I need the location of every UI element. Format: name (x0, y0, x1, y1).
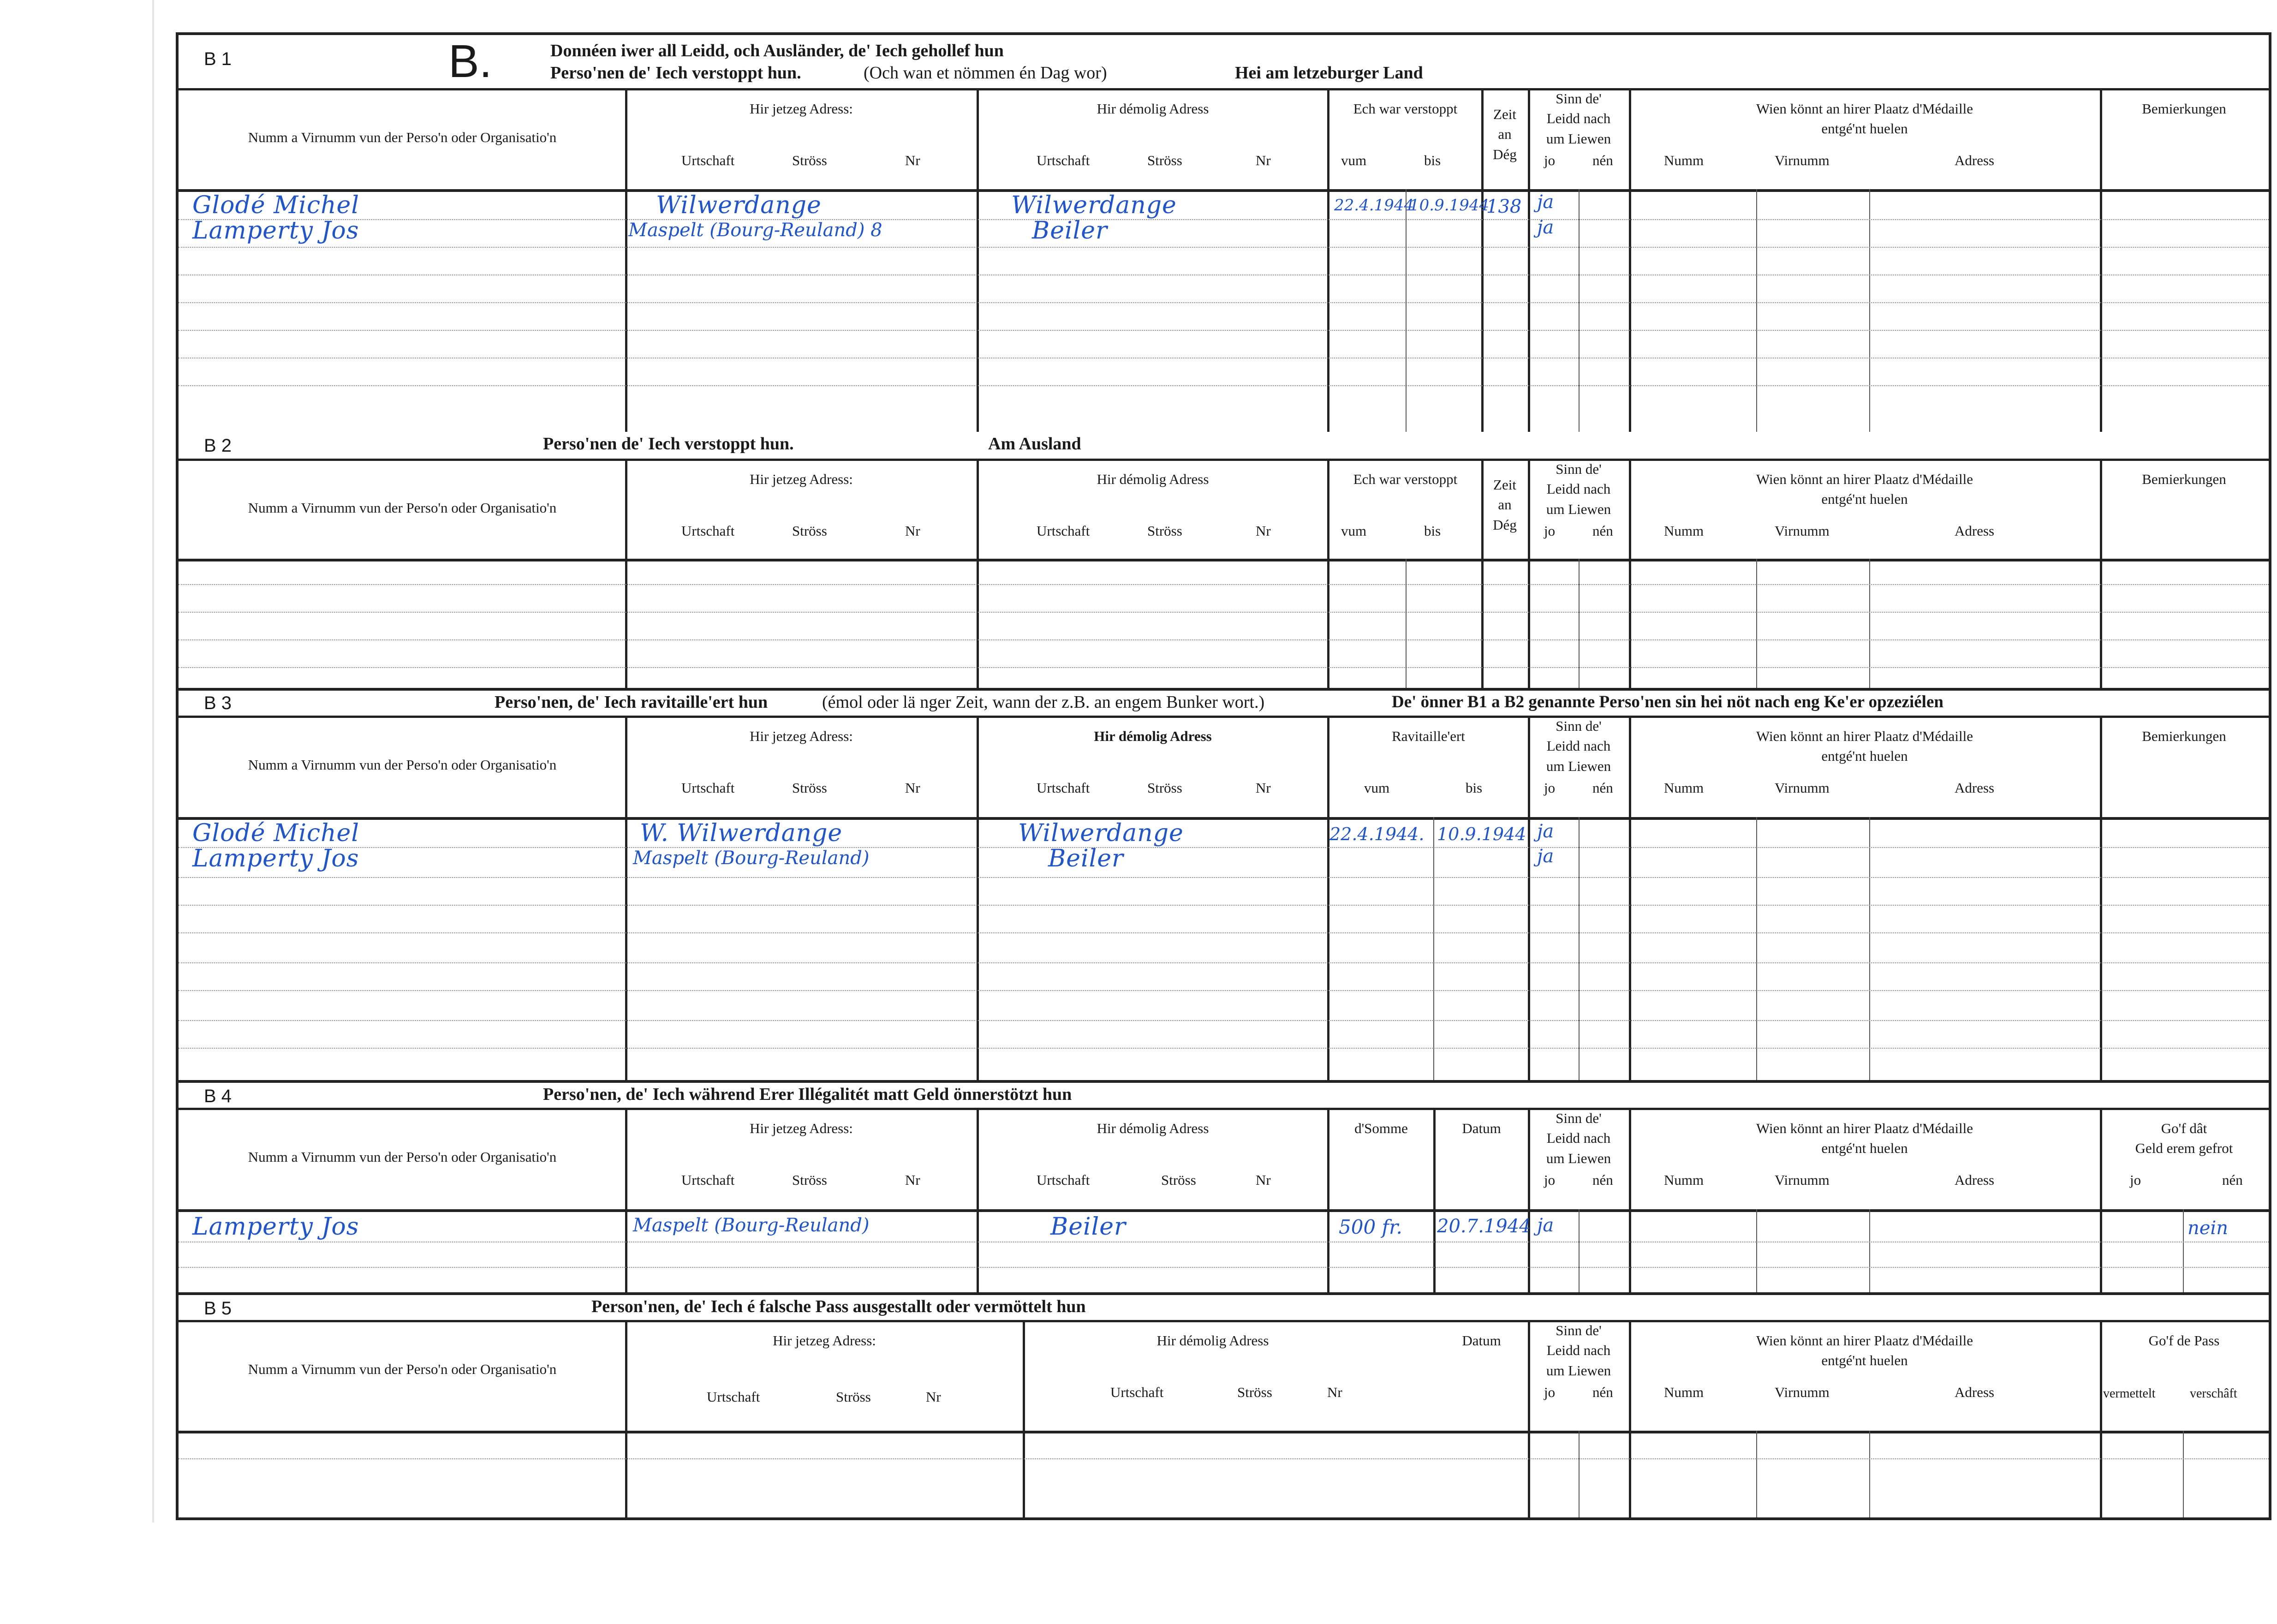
street-header: Ströss (1147, 152, 1182, 168)
medal-header: Wien könnt an hirer Plaatz d'Médaille entgé'nt huelen (1756, 1332, 1973, 1369)
nr-header: Nr (926, 1389, 941, 1405)
gift-header: Go'f dât Geld erem gefrot (2135, 1120, 2233, 1157)
date-header: Datum (1462, 1332, 1501, 1349)
medal-first-header: Virnumm (1775, 1172, 1830, 1188)
hidden-header: Ech war verstoppt (1353, 101, 1458, 117)
entry-to: 10.9.1944 (1409, 196, 1490, 215)
section-b2-header (179, 432, 2269, 461)
place-header: Urtschaft (1037, 1172, 1090, 1188)
days-header: Zeit an Dég (1493, 106, 1517, 162)
medal-header: Wien könnt an hirer Plaatz d'Médaille entgé'nt huelen (1756, 471, 1973, 508)
addr-now-header: Hir jetzeg Adress: (750, 471, 853, 487)
entry-name: Lamperty Jos (192, 217, 359, 245)
medal-header: Wien könnt an hirer Plaatz d'Médaille entgé'nt huelen (1756, 101, 1973, 137)
days-header: Zeit an Dég (1493, 477, 1517, 533)
addr-now-header: Hir jetzeg Adress: (750, 728, 853, 744)
entry-addr-now: W. Wilwerdange (640, 819, 843, 847)
section-b2 (179, 432, 2269, 690)
section-code: B 5 (204, 1298, 232, 1319)
section-b3-header (179, 690, 2269, 718)
entry-name: Lamperty Jos (192, 1213, 359, 1241)
name-col-header: Numm a Virnumm vun der Perso'n oder Organisatio'n (248, 757, 557, 773)
yes-header: jo (1544, 1172, 1556, 1188)
medal-addr-header: Adress (1955, 780, 1995, 796)
nr-header: Nr (1256, 523, 1271, 539)
to-header: bis (1466, 780, 1483, 796)
street-header: Ströss (1147, 780, 1182, 796)
no-header: nén (1592, 780, 1613, 796)
entry-date: 20.7.1944 (1437, 1216, 1531, 1237)
place-header: Urtschaft (681, 152, 735, 168)
entry-addr-then: Beiler (1048, 845, 1124, 872)
medal-addr-header: Adress (1955, 1384, 1995, 1400)
b1-entries (179, 189, 2269, 432)
street-header: Ströss (792, 523, 827, 539)
section-b1 (179, 35, 2269, 432)
section-note: (Och wan et nömmen én Dag wor) (864, 63, 1107, 83)
medal-name-header: Numm (1664, 523, 1704, 539)
addr-now-header: Hir jetzeg Adress: (750, 101, 853, 117)
medal-first-header: Virnumm (1775, 780, 1830, 796)
from-header: vum (1364, 780, 1390, 796)
street-header: Ströss (792, 780, 827, 796)
column-headers (179, 1322, 2269, 1433)
to-header: bis (1424, 523, 1441, 539)
no-header: nén (1592, 1172, 1613, 1188)
section-remark: De' önner B1 a B2 genannte Perso'nen sin hei nöt nach eng Ke'er opzeziélen (1392, 693, 1943, 711)
nr-header: Nr (1256, 1172, 1271, 1188)
nr-header: Nr (1256, 152, 1271, 168)
entry-addr-now: Maspelt (Bourg-Reuland) 8 (628, 220, 882, 241)
nr-header: Nr (905, 1172, 920, 1188)
entry-addr-then: Wilwerdange (1018, 819, 1184, 847)
street-header: Ströss (1147, 523, 1182, 539)
b5-entries (179, 1431, 2269, 1517)
entry-days: 138 (1486, 196, 1522, 217)
place-header: Urtschaft (1037, 523, 1090, 539)
place-header: Urtschaft (681, 780, 735, 796)
entry-name: Glodé Michel (192, 191, 359, 219)
no-header: nén (1592, 1384, 1613, 1400)
alive-header: Sinn de' Leidd nach um Liewen (1546, 718, 1611, 774)
yes-header: jo (1544, 152, 1556, 168)
street-header: Ströss (792, 152, 827, 168)
addr-then-header: Hir démolig Adress (1097, 101, 1209, 117)
name-col-header: Numm a Virnumm vun der Perso'n oder Organisatio'n (248, 500, 557, 516)
entry-addr-then: Beiler (1050, 1213, 1126, 1241)
section-subtitle: Perso'nen de' Iech verstoppt hun. (550, 63, 801, 83)
medal-first-header: Virnumm (1775, 1384, 1830, 1400)
entry-addr-now: Wilwerdange (656, 191, 822, 219)
entry-alive: ja (1537, 217, 1554, 238)
form-letter: B. (448, 36, 492, 87)
section-code: B 1 (204, 49, 232, 69)
medal-first-header: Virnumm (1775, 523, 1830, 539)
place-header: Urtschaft (681, 1172, 735, 1188)
section-location: Am Ausland (988, 434, 1081, 454)
pass-header: Go'f de Pass (2148, 1332, 2220, 1349)
medal-name-header: Numm (1664, 1172, 1704, 1188)
name-col-header: Numm a Virnumm vun der Perso'n oder Organisatio'n (248, 1361, 557, 1377)
addr-now-header: Hir jetzeg Adress: (773, 1332, 876, 1349)
entry-from: 22.4.1944. (1329, 824, 1425, 844)
remarks-header: Bemierkungen (2142, 101, 2226, 117)
b2-entries (179, 559, 2269, 690)
section-b1-header (179, 35, 2269, 90)
section-b4 (179, 1082, 2269, 1295)
addr-then-header: Hir démolig Adress (1097, 1120, 1209, 1136)
alive-header: Sinn de' Leidd nach um Liewen (1546, 461, 1611, 517)
addr-then-header: Hir démolig Adress (1156, 1332, 1269, 1349)
sum-header: d'Somme (1354, 1120, 1408, 1136)
section-title: Perso'nen, de' Iech während Erer Illégalitét matt Geld önnerstötzt hun (543, 1085, 1072, 1104)
street-header: Ströss (1161, 1172, 1196, 1188)
entry-name: Glodé Michel (192, 819, 359, 847)
pass-made-header: verschâft (2190, 1386, 2237, 1401)
name-col-header: Numm a Virnumm vun der Perso'n oder Organisatio'n (248, 1149, 557, 1165)
addr-then-header: Hir démolig Adress (1094, 728, 1212, 744)
nr-header: Nr (905, 152, 920, 168)
entry-alive: ja (1537, 821, 1554, 842)
entry-addr-then: Wilwerdange (1011, 191, 1177, 219)
section-location: Hei am letzeburger Land (1235, 63, 1423, 83)
street-header: Ströss (1237, 1384, 1272, 1400)
section-code: B 3 (204, 693, 232, 713)
page-edge (152, 0, 154, 1522)
addr-now-header: Hir jetzeg Adress: (750, 1120, 853, 1136)
pass-given-header: vermettelt (2103, 1386, 2156, 1401)
column-headers (179, 1110, 2269, 1212)
yes-header: jo (2130, 1172, 2141, 1188)
hidden-header: Ech war verstoppt (1353, 471, 1458, 487)
place-header: Urtschaft (681, 523, 735, 539)
to-header: bis (1424, 152, 1441, 168)
yes-header: jo (1544, 1384, 1556, 1400)
column-headers (179, 461, 2269, 561)
alive-header: Sinn de' Leidd nach um Liewen (1546, 1110, 1611, 1166)
remarks-header: Bemierkungen (2142, 728, 2226, 744)
place-header: Urtschaft (1110, 1384, 1164, 1400)
alive-header: Sinn de' Leidd nach um Liewen (1546, 90, 1611, 147)
section-title: Perso'nen, de' Iech ravitaille'ert hun (495, 693, 768, 712)
supplied-header: Ravitaille'ert (1392, 728, 1465, 744)
section-title: Donnéen iwer all Leidd, och Ausländer, de' Iech gehollef hun (550, 41, 1004, 60)
entry-addr-then: Beiler (1032, 217, 1108, 245)
from-header: vum (1341, 152, 1367, 168)
no-header: nén (1592, 152, 1613, 168)
section-b5 (179, 1295, 2269, 1517)
entry-alive: ja (1537, 846, 1554, 867)
medal-header: Wien könnt an hirer Plaatz d'Médaille entgé'nt huelen (1756, 1120, 1973, 1157)
entry-sum: 500 fr. (1339, 1216, 1402, 1238)
from-header: vum (1341, 523, 1367, 539)
nr-header: Nr (905, 780, 920, 796)
place-header: Urtschaft (707, 1389, 760, 1405)
medal-addr-header: Adress (1955, 1172, 1995, 1188)
nr-header: Nr (1256, 780, 1271, 796)
section-title: Person'nen, de' Iech é falsche Pass ausgestallt oder vermöttelt hun (591, 1297, 1086, 1316)
date-header: Datum (1462, 1120, 1501, 1136)
medal-name-header: Numm (1664, 1384, 1704, 1400)
medal-name-header: Numm (1664, 780, 1704, 796)
place-header: Urtschaft (1037, 152, 1090, 168)
b4-entries (179, 1209, 2269, 1295)
entry-addr-now: Maspelt (Bourg-Reuland) (633, 1215, 870, 1236)
nr-header: Nr (905, 523, 920, 539)
medal-header: Wien könnt an hirer Plaatz d'Médaille entgé'nt huelen (1756, 728, 1973, 764)
medal-name-header: Numm (1664, 152, 1704, 168)
entry-alive: ja (1537, 191, 1554, 213)
street-header: Ströss (836, 1389, 871, 1405)
no-header: nén (2222, 1172, 2243, 1188)
street-header: Ströss (792, 1172, 827, 1188)
addr-then-header: Hir démolig Adress (1097, 471, 1209, 487)
column-headers (179, 718, 2269, 820)
remarks-header: Bemierkungen (2142, 471, 2226, 487)
form-b (176, 32, 2271, 1520)
section-title: Perso'nen de' Iech verstoppt hun. (543, 434, 794, 454)
column-headers (179, 90, 2269, 192)
section-b5-header (179, 1295, 2269, 1322)
entry-addr-now: Maspelt (Bourg-Reuland) (633, 848, 870, 869)
yes-header: jo (1544, 523, 1556, 539)
nr-header: Nr (1327, 1384, 1342, 1400)
entry-name: Lamperty Jos (192, 845, 359, 872)
alive-header: Sinn de' Leidd nach um Liewen (1546, 1322, 1611, 1379)
yes-header: jo (1544, 780, 1556, 796)
section-b4-header (179, 1082, 2269, 1110)
entry-from: 22.4.1944 (1334, 196, 1414, 215)
name-col-header: Numm a Virnumm vun der Perso'n oder Organisatio'n (248, 129, 557, 145)
entry-to: 10.9.1944 (1437, 824, 1526, 844)
no-header: nén (1592, 523, 1613, 539)
medal-addr-header: Adress (1955, 523, 1995, 539)
section-note: (émol oder lä nger Zeit, wann der z.B. an engem Bunker wort.) (822, 693, 1265, 712)
medal-addr-header: Adress (1955, 152, 1995, 168)
entry-returned: nein (2188, 1218, 2228, 1239)
medal-first-header: Virnumm (1775, 152, 1830, 168)
section-code: B 4 (204, 1086, 232, 1106)
entry-alive: ja (1537, 1215, 1554, 1236)
section-b3 (179, 690, 2269, 1082)
place-header: Urtschaft (1037, 780, 1090, 796)
section-code: B 2 (204, 436, 232, 456)
b3-entries (179, 817, 2269, 1082)
